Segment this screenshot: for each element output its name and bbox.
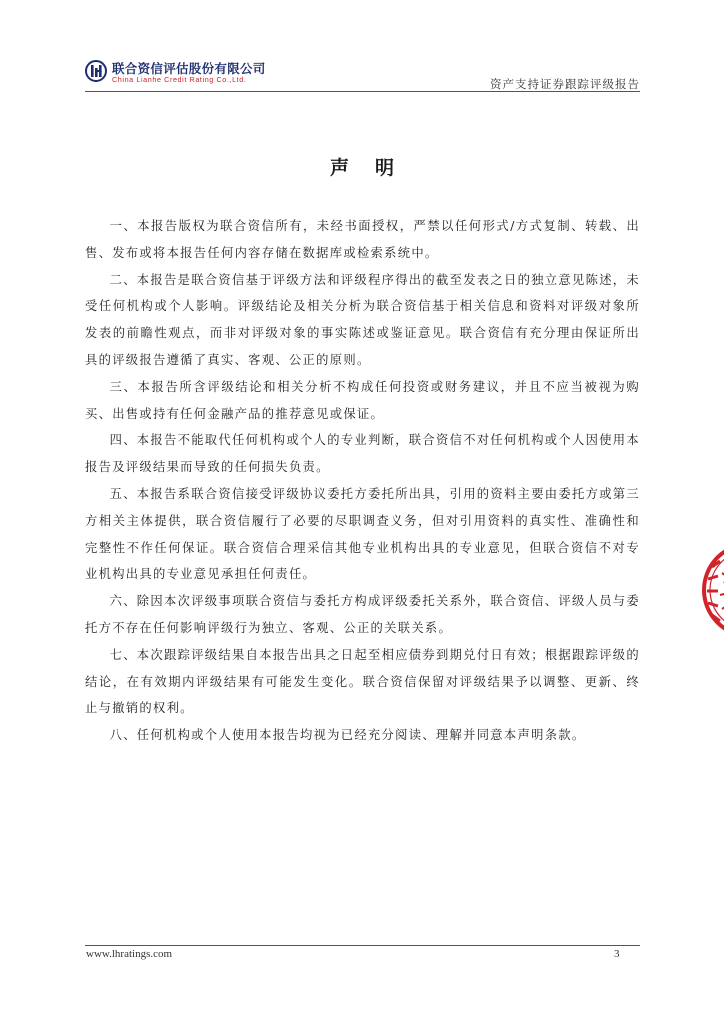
header-divider (85, 91, 640, 92)
company-name-cn: 联合资信评估股份有限公司 (112, 61, 266, 76)
page-header (85, 58, 640, 94)
company-seal (698, 515, 724, 665)
report-type: 资产支持证券跟踪评级报告 (490, 77, 640, 91)
footer-divider (85, 945, 640, 946)
statement-paragraph: 五、本报告系联合资信接受评级协议委托方委托所出具，引用的资料主要由委托方或第三方相关主体提供，联合资信履行了必要的尽职调查义务，但对引用资料的真实性、准确性和完整性不作任何保证。联合资信合理采信其他专业机构出具的专业意见，但联合资信不对专业机构出具的专业意见承担任何责任。 (85, 486, 640, 582)
statement-body (85, 213, 640, 749)
statement-paragraph: 二、本报告是联合资信基于评级方法和评级程序得出的截至发表之日的独立意见陈述，未受任何机构或个人影响。评级结论及相关分析为联合资信基于相关信息和资料对评级对象所发表的前瞻性观点，而非对评级对象的事实陈述或鉴证意见。联合资信有充分理由保证所出具的评级报告遵循了真实、客观、公正的原则。 (85, 272, 640, 367)
footer-website: www.lhratings.com (86, 948, 173, 960)
page-title: 声明 (329, 157, 420, 179)
page-number: 3 (614, 948, 620, 960)
statement-paragraph: 一、本报告版权为联合资信所有，未经书面授权，严禁以任何形式/方式复制、转载、出售、发布或将本报告任何内容存储在数据库或检索系统中。 (85, 219, 640, 260)
statement-paragraph: 六、除因本次评级事项联合资信与委托方构成评级委托关系外，联合资信、评级人员与委托方不存在任何影响评级行为独立、客观、公正的关联关系。 (85, 594, 640, 635)
statement-paragraph: 八、任何机构或个人使用本报告均视为已经充分阅读、理解并同意本声明条款。 (109, 728, 586, 743)
lianhe-logo-icon (85, 60, 107, 82)
statement-paragraph: 四、本报告不能取代任何机构或个人的专业判断，联合资信不对任何机构或个人因使用本报告及评级结果而导致的任何损失负责。 (85, 433, 640, 475)
statement-paragraph: 三、本报告所含评级结论和相关分析不构成任何投资或财务建议，并且不应当被视为购买、出售或持有任何金融产品的推荐意见或保证。 (85, 379, 640, 421)
company-name-en: China Lianhe Credit Rating Co.,Ltd. (112, 75, 247, 84)
statement-paragraph: 七、本次跟踪评级结果自本报告出具之日起至相应债券到期兑付日有效；根据跟踪评级的结论，在有效期内评级结果有可能发生变化。联合资信保留对评级结果予以调整、更新、终止与撤销的权利。 (85, 647, 640, 716)
